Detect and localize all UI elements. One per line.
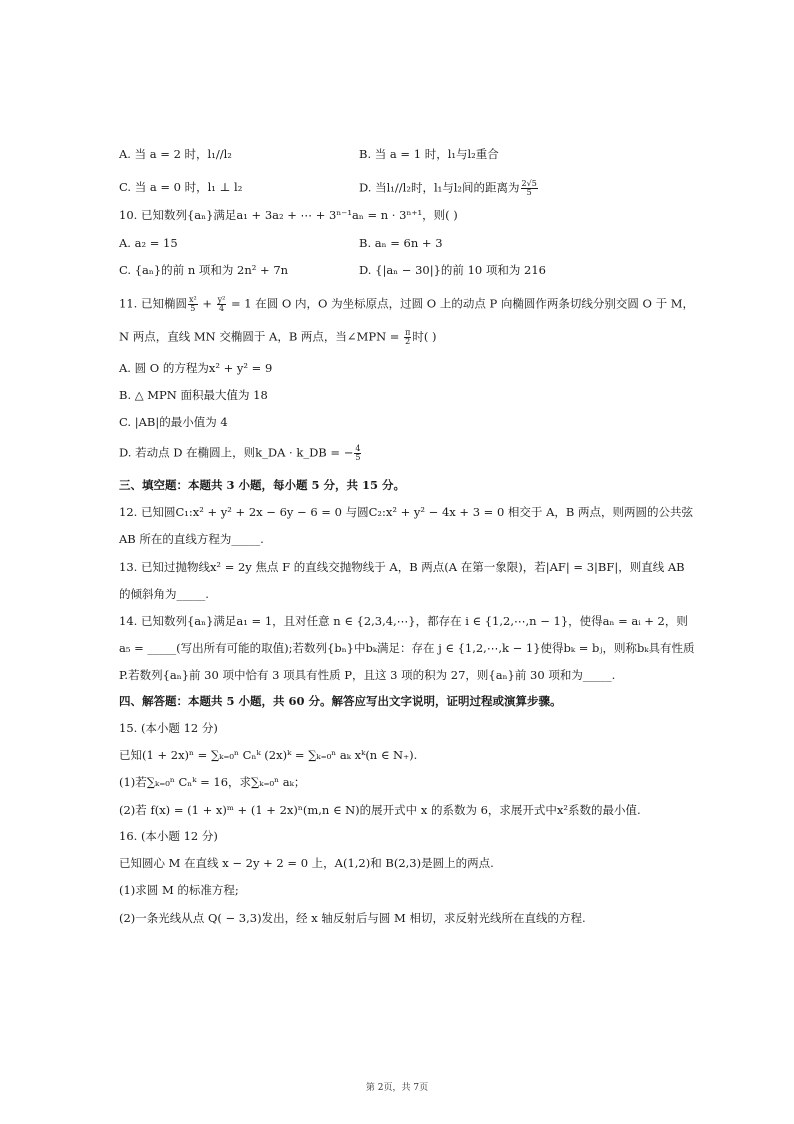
fraction-numerator: 4	[355, 444, 361, 453]
q10-option-a: A. a₂ = 15	[119, 236, 178, 250]
q11-option-d-text: D. 若动点 D 在椭圆上，则k_DA · k_DB = −	[119, 445, 354, 460]
q11-option-d-fraction	[354, 445, 361, 462]
q16-header: 16. (本小题 12 分)	[119, 829, 218, 843]
q11-stem-text-rest: = 1 在圆 O 内，O 为坐标原点，过圆 O 上的动点 P 向椭圆作两条切线分别交圆 O 于 M，	[227, 296, 695, 311]
q11-stem-line2	[119, 329, 437, 346]
q11-fraction-pi	[404, 329, 411, 346]
q16-line1: 已知圆心 M 在直线 x − 2y + 2 = 0 上，A(1,2)和 B(2,3)是圆上的两点.	[119, 856, 494, 870]
q15-header: 15. (本小题 12 分)	[119, 721, 218, 735]
q12-line1: 12. 已知圆C₁:x² + y² + 2x − 6y − 6 = 0 与圆C₂:x² + y² − 4x + 3 = 0 相交于 A，B 两点，则两圆的公共弦	[119, 505, 693, 519]
q14-line1: 14. 已知数列{aₙ}满足a₁ = 1，且对任意 n ∈ {2,3,4,⋯}，都存在 i ∈ {1,2,⋯,n − 1}，使得aₙ = aᵢ + 2，则	[119, 614, 688, 628]
q11-stem-line1	[119, 296, 694, 313]
q11-option-c: C. |AB|的最小值为 4	[119, 415, 228, 429]
fraction-denominator: 5	[355, 453, 361, 462]
q13-line1: 13. 已知过抛物线x² = 2y 焦点 F 的直线交抛物线于 A，B 两点(A 在第一象限)，若|AF| = 3|BF|，则直线 AB	[119, 560, 685, 574]
q11-plus: +	[198, 296, 216, 311]
fraction-numerator: y²	[217, 295, 226, 304]
page-footer: 第 2页，共 7页	[365, 1083, 429, 1093]
section-3-heading: 三、填空题：本题共 3 小题，每小题 5 分，共 15 分。	[119, 478, 406, 492]
q10-option-b: B. aₙ = 6n + 3	[359, 236, 443, 250]
q15-line3: (2)若 f(x) = (1 + x)ᵐ + (1 + 2x)ⁿ(m,n ∈ N)的展开式中 x 的系数为 6，求展开式中x²系数的最小值.	[119, 803, 641, 817]
q10-option-d: D. {|aₙ − 30|}的前 10 项和为 216	[359, 263, 546, 277]
q10-option-c: C. {aₙ}的前 n 项和为 2n² + 7n	[119, 263, 289, 277]
q11-fraction-y	[217, 296, 227, 313]
q9-option-d-text: D. 当l₁//l₂时，l₁与l₂间的距离为	[359, 180, 520, 195]
q15-line1: 已知(1 + 2x)ⁿ = ∑ₖ₌₀ⁿ Cₙᵏ (2x)ᵏ = ∑ₖ₌₀ⁿ aₖ xᵏ(n ∈ N₊).	[119, 748, 418, 762]
q14-line2: a₅ = _____(写出所有可能的取值);若数列{bₙ}中bₖ满足：存在 j ∈ {1,2,⋯,k − 1}使得bₖ = bⱼ，则称bₖ具有性质	[119, 641, 695, 655]
section-4-heading: 四、解答题：本题共 5 小题，共 60 分。解答应写出文字说明，证明过程或演算步骤。	[119, 694, 562, 708]
fraction-denominator: 5	[190, 304, 196, 313]
fraction-denominator: 2	[405, 337, 411, 346]
q11-fraction-x	[188, 296, 198, 313]
fraction-denominator: 5	[526, 188, 532, 197]
q9-option-d	[359, 180, 539, 197]
q14-line3: P.若数列{aₙ}前 30 项中恰有 3 项具有性质 P，且这 3 项的积为 27，则{aₙ}前 30 项和为_____.	[119, 668, 616, 682]
q9-option-d-fraction	[521, 180, 538, 197]
q9-option-b: B. 当 a = 1 时，l₁与l₂重合	[359, 147, 499, 161]
q11-option-a: A. 圆 O 的方程为x² + y² = 9	[119, 361, 273, 375]
q11-line2-text-rest: 时( )	[412, 329, 437, 344]
q15-line2: (1)若∑ₖ₌₀ⁿ Cₙᵏ = 16，求∑ₖ₌₀ⁿ aₖ；	[119, 775, 306, 789]
q13-line2: 的倾斜角为_____.	[119, 587, 209, 601]
q16-line2: (1)求圆 M 的标准方程;	[119, 883, 239, 897]
q12-line2: AB 所在的直线方程为_____.	[119, 532, 264, 546]
q11-option-b: B. △ MPN 面积最大值为 18	[119, 388, 268, 402]
q11-stem-text: 11. 已知椭圆	[119, 296, 187, 311]
fraction-numerator: x²	[188, 295, 197, 304]
fraction-denominator: 4	[218, 304, 225, 313]
fraction-numerator: 2√5	[521, 179, 537, 188]
q9-option-c: C. 当 a = 0 时，l₁ ⊥ l₂	[119, 180, 243, 194]
q9-option-a: A. 当 a = 2 时，l₁//l₂	[119, 147, 232, 161]
q11-line2-text: N 两点，直线 MN 交椭圆于 A，B 两点，当∠MPN =	[119, 329, 404, 344]
q16-line3: (2)一条光线从点 Q( − 3,3)发出，经 x 轴反射后与圆 M 相切，求反射光线所在直线的方程.	[119, 911, 586, 925]
q11-option-d	[119, 445, 362, 462]
q10-stem: 10. 已知数列{aₙ}满足a₁ + 3a₂ + ⋯ + 3ⁿ⁻¹aₙ = n · 3ⁿ⁺¹，则( )	[119, 208, 458, 222]
fraction-numerator: π	[405, 328, 411, 337]
